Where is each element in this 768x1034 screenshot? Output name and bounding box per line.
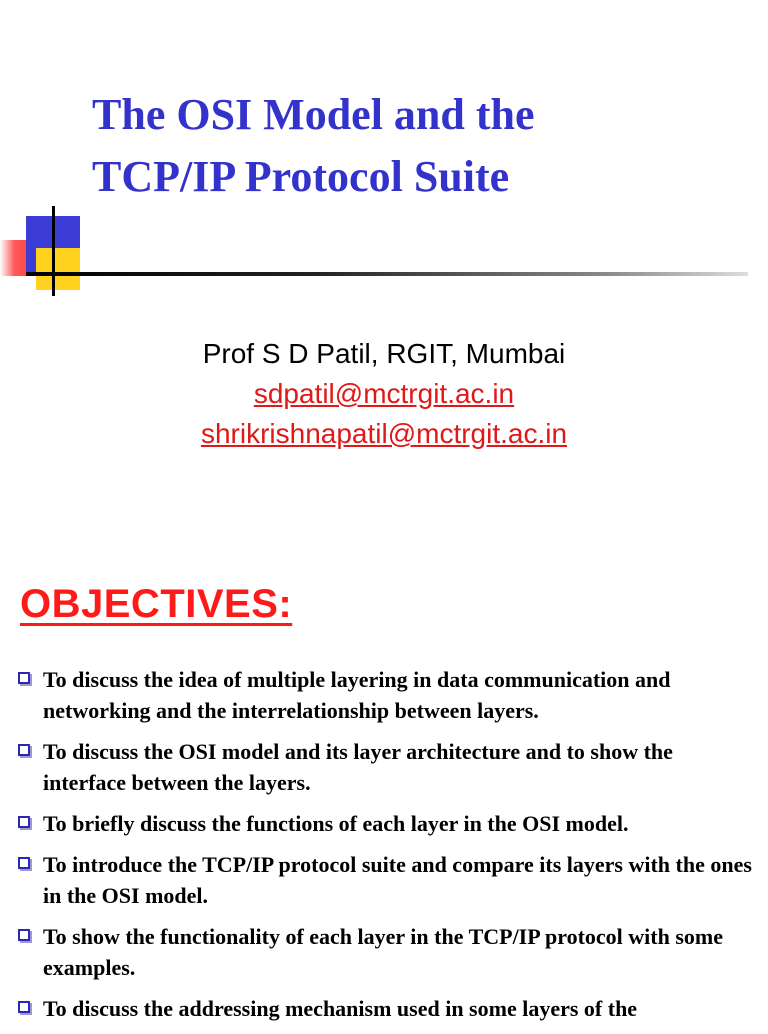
- title-divider: [26, 272, 748, 276]
- slide-title: [92, 84, 752, 208]
- list-item: [16, 993, 756, 1024]
- author-name: Prof S D Patil, RGIT, Mumbai: [202, 338, 566, 369]
- list-item-text: To discuss the addressing mechanism used in some layers of the: [43, 996, 638, 1021]
- decor-yellow-square: [36, 248, 80, 290]
- objectives-list: [16, 664, 756, 1034]
- checkbox-bullet-icon: [18, 744, 30, 756]
- checkbox-bullet-icon: [18, 929, 30, 941]
- email-link-2[interactable]: shrikrishnapatil@mctrgit.ac.in: [200, 418, 568, 449]
- list-item-text: To discuss the OSI model and its layer architecture and to show the interface between the layers.: [43, 739, 673, 795]
- checkbox-bullet-icon: [18, 857, 30, 869]
- email-link-1[interactable]: sdpatil@mctrgit.ac.in: [253, 378, 515, 409]
- list-item-text: To show the functionality of each layer in the TCP/IP protocol with some examples.: [43, 924, 723, 980]
- list-item-text: To discuss the idea of multiple layering in data communication and networking and the interrelationship between layers.: [43, 667, 671, 723]
- list-item: [16, 921, 756, 983]
- list-item: [16, 664, 756, 726]
- checkbox-bullet-icon: [18, 672, 30, 684]
- decor-vertical-line: [52, 206, 55, 296]
- checkbox-bullet-icon: [18, 1001, 30, 1013]
- checkbox-bullet-icon: [18, 816, 30, 828]
- list-item: [16, 808, 756, 839]
- title-line-2: TCP/IP Protocol Suite: [92, 152, 510, 201]
- list-item: [16, 849, 756, 911]
- title-line-1: The OSI Model and the: [92, 90, 535, 139]
- objectives-heading: OBJECTIVES:: [20, 582, 293, 626]
- list-item-text: To introduce the TCP/IP protocol suite and compare its layers with the ones in the OSI model.: [43, 852, 752, 908]
- author-block: [0, 334, 768, 454]
- list-item: [16, 736, 756, 798]
- list-item-text: To briefly discuss the functions of each layer in the OSI model.: [43, 811, 629, 836]
